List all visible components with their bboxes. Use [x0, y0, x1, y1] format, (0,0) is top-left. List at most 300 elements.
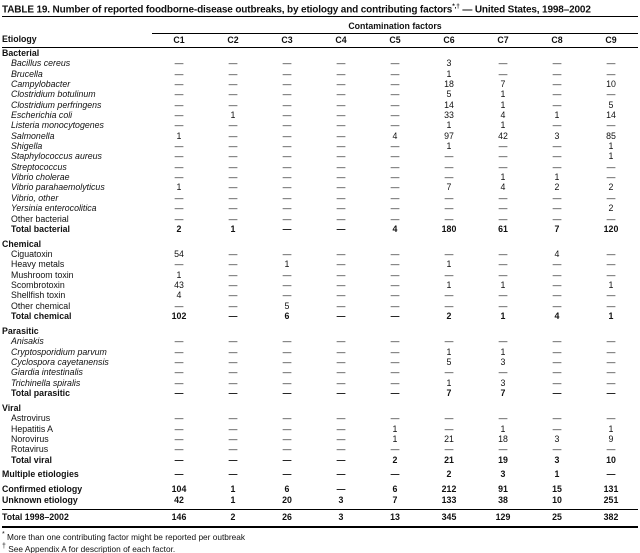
- section-header-label: Chemical: [2, 238, 42, 249]
- cell-c8: —: [552, 269, 562, 280]
- cell-c4: —: [336, 213, 346, 224]
- row-label: Salmonella: [11, 130, 55, 141]
- cell-c2: —: [228, 454, 238, 465]
- section-header-label: Parasitic: [2, 325, 39, 336]
- cell-c6: 2: [446, 311, 452, 322]
- cell-c5: 2: [392, 454, 398, 465]
- cell-c3: —: [282, 58, 292, 69]
- cell-c4: —: [336, 259, 346, 270]
- cell-c6: 1: [446, 68, 452, 79]
- cell-c1: —: [174, 68, 184, 79]
- column-header-c3: C3: [260, 33, 314, 47]
- span-header-row: [2, 17, 638, 33]
- cell-c3: —: [282, 172, 292, 183]
- cell-c5: —: [390, 300, 400, 311]
- cell-c9: —: [606, 192, 616, 203]
- cell-c2: —: [228, 203, 238, 214]
- cell-c5: —: [390, 377, 400, 388]
- cell-c7: —: [498, 151, 508, 162]
- row-label: Ciguatoxin: [11, 249, 53, 260]
- cell-c1: —: [174, 423, 184, 434]
- cell-c4: —: [336, 130, 346, 141]
- cell-c5: —: [390, 110, 400, 121]
- table-row: [2, 367, 638, 377]
- cell-c8: —: [552, 367, 562, 378]
- cell-c4: —: [336, 79, 346, 90]
- cell-c2: —: [228, 99, 238, 110]
- cell-c9: —: [606, 336, 616, 347]
- cell-c5: 1: [392, 423, 398, 434]
- cell-c6: 1: [446, 141, 452, 152]
- cell-c2: —: [228, 377, 238, 388]
- cell-c9: —: [606, 377, 616, 388]
- cell-c9: 131: [603, 484, 619, 495]
- cell-c4: —: [336, 300, 346, 311]
- cell-c2: —: [228, 413, 238, 424]
- cell-c3: —: [282, 290, 292, 301]
- contamination-factors-header: Contamination factors: [152, 17, 638, 33]
- cell-c4: —: [336, 444, 346, 455]
- cell-c1: —: [174, 300, 184, 311]
- cell-c8: —: [552, 192, 562, 203]
- cell-c3: —: [282, 182, 292, 193]
- cell-c4: —: [336, 388, 346, 399]
- cell-c7: —: [498, 336, 508, 347]
- row-label: Total parasitic: [11, 388, 70, 399]
- cell-c4: —: [336, 223, 346, 234]
- cell-c3: —: [282, 192, 292, 203]
- cell-c1: —: [174, 120, 184, 131]
- cell-c9: —: [606, 413, 616, 424]
- cell-c5: —: [390, 172, 400, 183]
- cell-c4: —: [336, 356, 346, 367]
- cell-c2: —: [228, 444, 238, 455]
- cell-c7: 3: [500, 377, 506, 388]
- cell-c3: —: [282, 377, 292, 388]
- table-row: [2, 151, 638, 161]
- table-row: [2, 270, 638, 280]
- cell-c7: 129: [476, 510, 530, 527]
- cell-c1: —: [174, 336, 184, 347]
- cell-c6: 1: [446, 346, 452, 357]
- cell-c5: —: [390, 356, 400, 367]
- column-header-c5: C5: [368, 33, 422, 47]
- cell-c4: —: [336, 454, 346, 465]
- cell-c4: —: [336, 336, 346, 347]
- table-row: [2, 495, 638, 505]
- cell-c5: —: [390, 68, 400, 79]
- table-row: [2, 214, 638, 224]
- cell-c4: 3: [338, 494, 344, 505]
- cell-c5: —: [390, 311, 400, 322]
- cell-c4: —: [336, 161, 346, 172]
- cell-c2: —: [228, 290, 238, 301]
- cell-c4: —: [336, 89, 346, 100]
- cell-c5: —: [390, 413, 400, 424]
- cell-c1: —: [174, 151, 184, 162]
- cell-c2: —: [228, 172, 238, 183]
- cell-c3: —: [282, 356, 292, 367]
- row-label: Clostridium botulinum: [11, 89, 96, 100]
- cell-c2: —: [228, 89, 238, 100]
- cell-c2: —: [228, 367, 238, 378]
- cell-c5: —: [390, 161, 400, 172]
- cell-c5: 4: [392, 130, 398, 141]
- cell-c7: —: [498, 68, 508, 79]
- table-title-suffix: — United States, 1998–2002: [459, 4, 591, 16]
- cell-c6: —: [444, 203, 454, 214]
- cell-c8: —: [552, 280, 562, 291]
- cell-c9: 1: [608, 280, 614, 291]
- cell-c8: —: [552, 259, 562, 270]
- cell-c7: —: [498, 249, 508, 260]
- cell-c7: 61: [498, 223, 508, 234]
- cell-c6: 5: [446, 89, 452, 100]
- cell-c4: —: [336, 172, 346, 183]
- cell-c7: 1: [500, 423, 506, 434]
- cell-c3: —: [282, 68, 292, 79]
- row-label: Shigella: [11, 141, 43, 152]
- cell-c4: —: [336, 182, 346, 193]
- table-row: [2, 259, 638, 269]
- cell-c2: —: [228, 280, 238, 291]
- cell-c7: —: [498, 269, 508, 280]
- cell-c2: 1: [230, 110, 236, 121]
- table-row: [2, 172, 638, 182]
- table-title-text: TABLE 19. Number of reported foodborne-disease outbreaks, by etiology and contributing factors: [2, 4, 453, 16]
- cell-c2: —: [228, 192, 238, 203]
- cell-c9: —: [606, 213, 616, 224]
- cell-c1: 43: [174, 280, 184, 291]
- table-row: [2, 424, 638, 434]
- table-row: [2, 434, 638, 444]
- cell-c9: 382: [584, 510, 638, 527]
- cell-c8: 2: [554, 182, 560, 193]
- cell-c9: —: [606, 172, 616, 183]
- section-header-row: [2, 48, 638, 59]
- cell-c5: —: [390, 259, 400, 270]
- cell-c7: 3: [500, 469, 506, 480]
- cell-c2: 1: [230, 494, 236, 505]
- cell-c8: —: [552, 300, 562, 311]
- cell-c1: —: [174, 444, 184, 455]
- cell-c3: —: [282, 79, 292, 90]
- cell-c3: 6: [284, 484, 290, 495]
- cell-c4: —: [336, 280, 346, 291]
- cell-c3: —: [282, 454, 292, 465]
- cell-c4: —: [336, 99, 346, 110]
- cell-c4: —: [336, 413, 346, 424]
- row-label: Total viral: [11, 454, 52, 465]
- cell-c1: —: [174, 213, 184, 224]
- cell-c9: —: [606, 469, 616, 480]
- cell-c1: 4: [176, 290, 182, 301]
- cell-c4: —: [336, 141, 346, 152]
- cell-c1: 2: [176, 223, 182, 234]
- cell-c8: —: [552, 120, 562, 131]
- cell-c7: —: [498, 161, 508, 172]
- table-row: [2, 484, 638, 494]
- table-row: [2, 162, 638, 172]
- cell-c2: —: [228, 433, 238, 444]
- cell-c5: —: [390, 346, 400, 357]
- cell-c8: —: [552, 99, 562, 110]
- cell-c9: —: [606, 269, 616, 280]
- column-header-c7: C7: [476, 33, 530, 47]
- cell-c1: 104: [171, 484, 187, 495]
- cell-c7: —: [498, 367, 508, 378]
- cell-c4: —: [336, 367, 346, 378]
- cell-c6: 3: [446, 58, 452, 69]
- cell-c1: —: [174, 110, 184, 121]
- table-row: [2, 249, 638, 259]
- cell-c6: —: [444, 192, 454, 203]
- cell-c4: —: [336, 469, 346, 480]
- table-row: [2, 290, 638, 300]
- cell-c4: —: [336, 120, 346, 131]
- cell-c1: —: [174, 79, 184, 90]
- cell-c9: —: [606, 300, 616, 311]
- cell-c4: —: [336, 311, 346, 322]
- cell-c8: —: [552, 203, 562, 214]
- cell-c2: —: [228, 130, 238, 141]
- row-label: Heavy metals: [11, 259, 65, 270]
- cell-c7: 19: [498, 454, 508, 465]
- table-title: [2, 1, 638, 17]
- etiology-column-header: Etiology: [2, 33, 152, 47]
- table-row: [2, 182, 638, 192]
- cell-c9: —: [606, 161, 616, 172]
- row-label: Yersinia enterocolitica: [11, 203, 97, 214]
- cell-c5: —: [390, 290, 400, 301]
- table-row: [2, 224, 638, 234]
- cell-c2: —: [228, 213, 238, 224]
- row-label: Vibrio, other: [11, 192, 59, 203]
- cell-c5: —: [390, 444, 400, 455]
- cell-c5: —: [390, 249, 400, 260]
- table-header: [2, 17, 638, 47]
- cell-c1: 1: [176, 269, 182, 280]
- cell-c3: —: [282, 213, 292, 224]
- row-label: Astrovirus: [11, 413, 51, 424]
- cell-c8: —: [552, 141, 562, 152]
- section-header-label: Viral: [2, 402, 21, 413]
- table-row: [2, 388, 638, 398]
- table-row: [2, 89, 638, 99]
- cell-c8: —: [552, 388, 562, 399]
- section-header-row: [2, 239, 638, 249]
- cell-c7: —: [498, 58, 508, 69]
- cell-c8: —: [552, 79, 562, 90]
- row-label: Other bacterial: [11, 213, 69, 224]
- cell-c7: —: [498, 213, 508, 224]
- cell-c8: 3: [554, 454, 560, 465]
- cell-c5: —: [390, 269, 400, 280]
- cell-c3: —: [282, 413, 292, 424]
- cell-c5: —: [390, 151, 400, 162]
- cell-c7: 38: [498, 494, 508, 505]
- cell-c6: 345: [422, 510, 476, 527]
- table-body: [2, 48, 638, 527]
- column-header-c2: C2: [206, 33, 260, 47]
- cell-c9: 1: [608, 423, 614, 434]
- cell-c3: —: [282, 223, 292, 234]
- cell-c5: —: [390, 469, 400, 480]
- cell-c7: —: [498, 141, 508, 152]
- cell-c6: 1: [446, 259, 452, 270]
- cell-c8: —: [552, 213, 562, 224]
- cell-c3: —: [282, 388, 292, 399]
- cell-c6: 21: [444, 454, 454, 465]
- cell-c3: —: [282, 151, 292, 162]
- cell-c9: 251: [603, 494, 619, 505]
- table-row: [2, 336, 638, 346]
- row-label: Listeria monocytogenes: [11, 120, 104, 131]
- cell-c3: —: [282, 89, 292, 100]
- cell-c2: 1: [230, 223, 236, 234]
- cell-c6: —: [444, 249, 454, 260]
- cell-c2: —: [228, 58, 238, 69]
- row-label: Campylobacter: [11, 79, 71, 90]
- cell-c2: —: [228, 311, 238, 322]
- cell-c8: 7: [554, 223, 560, 234]
- cell-c3: —: [282, 469, 292, 480]
- cell-c4: —: [336, 346, 346, 357]
- row-label: Confirmed etiology: [2, 484, 83, 495]
- table-row: [2, 79, 638, 89]
- cell-c3: —: [282, 120, 292, 131]
- span-header-spacer: [2, 17, 152, 33]
- cell-c2: —: [228, 79, 238, 90]
- cell-c8: 25: [530, 510, 584, 527]
- cell-c3: —: [282, 444, 292, 455]
- cell-c4: —: [336, 68, 346, 79]
- table-row: [2, 444, 638, 454]
- cell-c7: 1: [500, 99, 506, 110]
- cell-c2: —: [228, 68, 238, 79]
- cell-c4: —: [336, 58, 346, 69]
- table-row: [2, 120, 638, 130]
- row-label: Bacillus cereus: [11, 58, 71, 69]
- cell-c9: 1: [608, 141, 614, 152]
- dagger-symbol: †: [2, 542, 6, 550]
- cell-c2: —: [228, 120, 238, 131]
- cell-c2: —: [228, 469, 238, 480]
- row-label: Vibrio parahaemolyticus: [11, 182, 105, 193]
- cell-c1: —: [174, 58, 184, 69]
- cell-c1: —: [174, 413, 184, 424]
- cell-c8: —: [552, 58, 562, 69]
- cell-c9: 120: [603, 223, 619, 234]
- cell-c4: 3: [314, 510, 368, 527]
- cell-c5: —: [390, 79, 400, 90]
- cell-c7: 1: [500, 311, 506, 322]
- cell-c6: 21: [444, 433, 454, 444]
- row-label: Total chemical: [11, 311, 72, 322]
- cell-c5: 1: [392, 433, 398, 444]
- row-label: Total bacterial: [11, 223, 70, 234]
- cell-c2: —: [228, 161, 238, 172]
- cell-c6: 18: [444, 79, 454, 90]
- cell-c8: —: [552, 68, 562, 79]
- cell-c6: 97: [444, 130, 454, 141]
- cell-c8: —: [552, 423, 562, 434]
- cell-c2: —: [228, 388, 238, 399]
- cell-c2: —: [228, 141, 238, 152]
- cell-c8: —: [552, 356, 562, 367]
- cell-c6: —: [444, 161, 454, 172]
- cell-c6: 33: [444, 110, 454, 121]
- cell-c1: —: [174, 469, 184, 480]
- cell-c3: 20: [282, 494, 292, 505]
- cell-c8: —: [552, 413, 562, 424]
- cell-c6: 133: [441, 494, 457, 505]
- cell-c6: 2: [446, 469, 452, 480]
- cell-c6: —: [444, 413, 454, 424]
- cell-c7: 1: [500, 280, 506, 291]
- cell-c4: —: [336, 249, 346, 260]
- cell-c1: —: [174, 346, 184, 357]
- row-label: Multiple etiologies: [2, 469, 79, 480]
- footnote-dagger-text: See Appendix A for description of each factor.: [5, 543, 176, 553]
- cell-c1: 1: [176, 182, 182, 193]
- cell-c6: 180: [441, 223, 457, 234]
- cell-c9: —: [606, 388, 616, 399]
- cell-c4: —: [336, 110, 346, 121]
- cell-c4: —: [336, 484, 346, 495]
- cell-c9: —: [606, 444, 616, 455]
- cell-c4: —: [336, 269, 346, 280]
- grand-total-row: [2, 510, 638, 527]
- cell-c8: —: [552, 336, 562, 347]
- cell-c3: —: [282, 367, 292, 378]
- cell-c7: 3: [500, 356, 506, 367]
- cell-c8: —: [552, 151, 562, 162]
- cell-c7: 1: [500, 346, 506, 357]
- cell-c7: —: [498, 290, 508, 301]
- cell-c8: —: [552, 346, 562, 357]
- row-label: Other chemical: [11, 300, 71, 311]
- cell-c1: —: [174, 454, 184, 465]
- cell-c4: —: [336, 377, 346, 388]
- cell-c9: —: [606, 120, 616, 131]
- cell-c2: —: [228, 336, 238, 347]
- cell-c2: —: [228, 346, 238, 357]
- cell-c9: 1: [608, 151, 614, 162]
- table-row: [2, 203, 638, 213]
- cell-c7: 42: [498, 130, 508, 141]
- cell-c8: 15: [552, 484, 562, 495]
- table-row: [2, 347, 638, 357]
- cell-c6: 5: [446, 356, 452, 367]
- column-header-row: [2, 33, 638, 47]
- cell-c7: 7: [500, 388, 506, 399]
- cell-c5: —: [390, 192, 400, 203]
- cell-c9: 14: [606, 110, 616, 121]
- row-label: Shellfish toxin: [11, 290, 66, 301]
- table-row: [2, 110, 638, 120]
- cell-c3: —: [282, 346, 292, 357]
- cell-c2: —: [228, 423, 238, 434]
- row-label: Clostridium perfringens: [11, 99, 102, 110]
- footnote-asterisk-text: More than one contributing factor might be reported per outbreak: [4, 531, 246, 542]
- cell-c9: —: [606, 89, 616, 100]
- cell-c1: —: [174, 172, 184, 183]
- column-header-c9: C9: [584, 33, 638, 47]
- footnotes: [2, 530, 638, 553]
- cell-c5: —: [390, 367, 400, 378]
- cell-c7: —: [498, 300, 508, 311]
